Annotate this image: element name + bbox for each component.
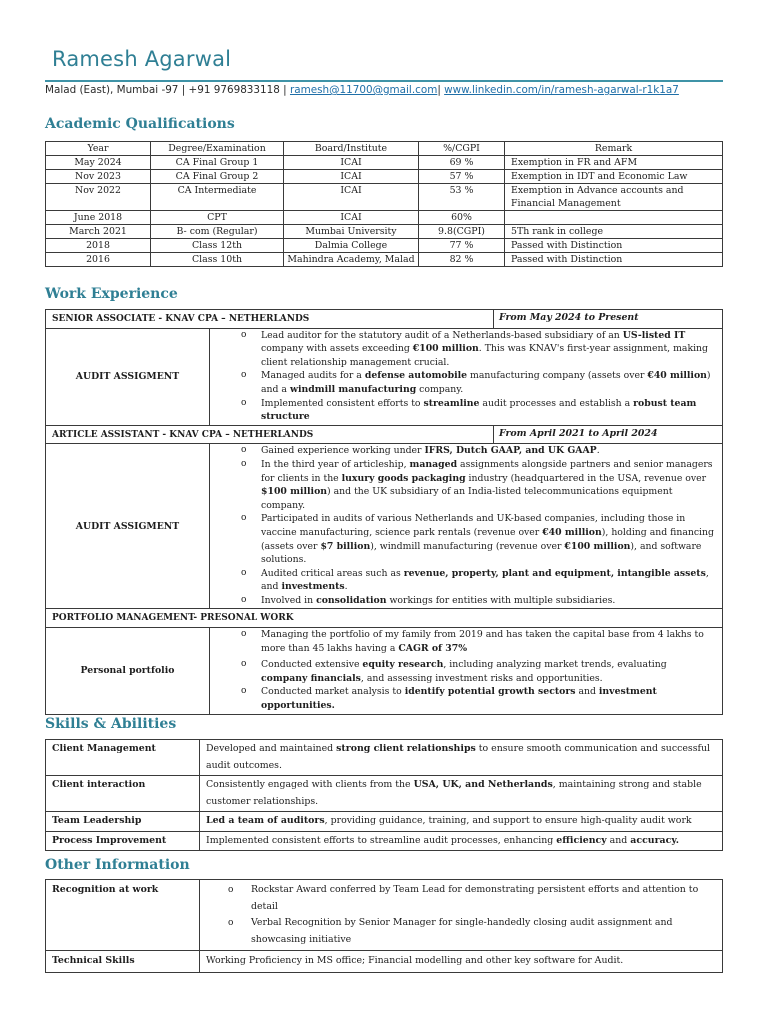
work-table bbox=[45, 309, 723, 715]
job-role: AUDIT ASSIGMENT bbox=[46, 328, 210, 425]
cell-degree: Class 12th bbox=[151, 239, 284, 253]
list-item bbox=[210, 628, 716, 655]
job-role: AUDIT ASSIGMENT bbox=[46, 444, 210, 609]
job-body-row bbox=[46, 444, 723, 609]
cell-board: Dalmia College bbox=[284, 239, 419, 253]
list-item bbox=[210, 567, 716, 594]
text-bold: Led a team of auditors bbox=[206, 815, 325, 826]
table-row bbox=[46, 239, 723, 253]
text: ) and a bbox=[261, 370, 711, 395]
text-bold: investment opportunities. bbox=[261, 686, 657, 712]
text-bold: €100 million bbox=[412, 343, 479, 355]
text: assignments alongside partners and senior managers for clients in the bbox=[261, 458, 713, 484]
list-item bbox=[210, 444, 716, 458]
text: . bbox=[596, 445, 600, 457]
table-row bbox=[46, 253, 723, 267]
job-dates: From May 2024 to Present bbox=[494, 310, 723, 329]
table-row bbox=[46, 170, 723, 184]
skill-name: Client Management bbox=[46, 740, 200, 776]
cell-degree: CPT bbox=[151, 211, 284, 225]
cell-year: 2018 bbox=[46, 239, 151, 253]
skill-description bbox=[200, 812, 723, 832]
skills-table bbox=[45, 739, 723, 851]
text-bold: company financials bbox=[261, 672, 361, 684]
job-title: SENIOR ASSOCIATE - KNAV CPA – NETHERLANDS bbox=[46, 310, 494, 329]
academic-table bbox=[45, 141, 723, 267]
text: company with assets exceeding bbox=[261, 343, 413, 355]
table-row bbox=[46, 740, 723, 776]
text: Conducted extensive bbox=[261, 659, 363, 671]
text: , maintaining strong and stable customer relationships. bbox=[206, 779, 702, 807]
text: ) and the UK subsidiary of an India-listed telecommunications equipment company. bbox=[261, 486, 673, 511]
other-info-table bbox=[45, 879, 723, 973]
skill-name: Client interaction bbox=[46, 776, 200, 812]
list-item bbox=[210, 458, 716, 512]
text: Managed audits for a bbox=[261, 370, 365, 382]
work-section-title: Work Experience bbox=[45, 286, 178, 302]
job-body-row bbox=[46, 328, 723, 425]
table-row bbox=[46, 211, 723, 225]
list-item: o Rockstar Award conferred by Team Lead for demonstrating persistent efforts and attention to detail bbox=[200, 882, 714, 915]
list-item bbox=[210, 397, 716, 424]
text: . This was KNAV's first-year assignment, making client relationship management crucial. bbox=[261, 343, 708, 368]
text: In the third year of articleship, bbox=[261, 458, 410, 470]
text-bold: accuracy. bbox=[630, 834, 679, 846]
cell-remark: Passed with Distinction bbox=[505, 239, 723, 253]
text-bold: $7 billion bbox=[320, 540, 371, 552]
text: to ensure smooth communication and successful audit outcomes. bbox=[206, 743, 711, 771]
text: and bbox=[575, 686, 599, 698]
text: ), holding and financing (assets over bbox=[261, 526, 714, 552]
text-bold: US-listed IT bbox=[622, 329, 686, 341]
recognition-label: Recognition at work bbox=[46, 880, 200, 951]
text: workings for entities with multiple subsidiaries. bbox=[386, 594, 616, 606]
email-link[interactable]: ramesh@11700@gmail.com bbox=[289, 84, 438, 96]
cell-degree: B- com (Regular) bbox=[151, 225, 284, 239]
cell-score: 57 % bbox=[419, 170, 505, 184]
table-row bbox=[46, 184, 723, 211]
text-bold: €40 million bbox=[647, 370, 707, 382]
cell-score: 77 % bbox=[419, 239, 505, 253]
text-bold: $100 million bbox=[261, 486, 328, 498]
skill-description bbox=[200, 831, 723, 851]
text: , including analyzing market trends, evaluating bbox=[443, 659, 667, 671]
text-bold: consolidation bbox=[316, 594, 387, 606]
text-bold: robust team structure bbox=[261, 397, 697, 423]
job-bullets bbox=[210, 444, 723, 609]
text-bold: managed bbox=[409, 458, 458, 470]
text: , and assessing investment risks and opportunities. bbox=[360, 672, 603, 684]
header-rule bbox=[45, 80, 723, 82]
text: Conducted market analysis to bbox=[261, 686, 405, 698]
list-item bbox=[210, 369, 716, 396]
cell-degree: CA Final Group 1 bbox=[151, 156, 284, 170]
col-remark: Remark bbox=[505, 142, 723, 156]
table-row bbox=[46, 951, 723, 973]
text: and bbox=[606, 834, 631, 846]
cell-board: Mumbai University bbox=[284, 225, 419, 239]
contact-separator: | bbox=[437, 84, 445, 96]
text-bold: luxury goods packaging bbox=[341, 472, 466, 484]
skill-name: Team Leadership bbox=[46, 812, 200, 832]
col-degree: Degree/Examination bbox=[151, 142, 284, 156]
list-item bbox=[210, 512, 716, 566]
contact-address-phone: Malad (East), Mumbai -97 | +91 9769833118 | bbox=[45, 84, 290, 96]
text: audit processes and establish a bbox=[479, 397, 634, 409]
job-role: Personal portfolio bbox=[46, 628, 210, 715]
text: Developed and maintained bbox=[206, 743, 337, 754]
text: ), and software solutions. bbox=[261, 540, 702, 566]
skill-description bbox=[200, 740, 723, 776]
text: Lead auditor for the statutory audit of a Netherlands-based subsidiary of an bbox=[261, 329, 623, 341]
cell-score: 60% bbox=[419, 211, 505, 225]
cell-year: March 2021 bbox=[46, 225, 151, 239]
text-bold: identify potential growth sectors bbox=[404, 686, 576, 698]
academic-section-title: Academic Qualifications bbox=[45, 116, 235, 132]
cell-score: 9.8(CGPI) bbox=[419, 225, 505, 239]
cell-remark: Exemption in FR and AFM bbox=[505, 156, 723, 170]
cell-score: 82 % bbox=[419, 253, 505, 267]
text: Implemented consistent efforts to bbox=[261, 397, 424, 409]
text: Gained experience working under bbox=[261, 445, 425, 457]
text: Involved in bbox=[261, 594, 317, 606]
text: , providing guidance, training, and support to ensure high-quality audit work bbox=[324, 815, 692, 826]
col-board: Board/Institute bbox=[284, 142, 419, 156]
text: Implemented consistent efforts to streamline audit processes, enhancing bbox=[206, 834, 557, 846]
cell-remark: 5Th rank in college bbox=[505, 225, 723, 239]
table-row bbox=[46, 156, 723, 170]
text: Participated in audits of various Netherlands and UK-based companies, including those in vaccine manufacturing, science park rentals (revenue over bbox=[261, 513, 686, 538]
text: , and bbox=[261, 567, 709, 593]
skill-name: Process Improvement bbox=[46, 831, 200, 851]
text-bold: €40 million bbox=[542, 526, 602, 538]
cell-remark: Exemption in IDT and Economic Law bbox=[505, 170, 723, 184]
skill-description bbox=[200, 776, 723, 812]
cell-degree: CA Intermediate bbox=[151, 184, 284, 211]
list-item: o Verbal Recognition by Senior Manager for single-handedly closing audit assignment and showcasing initiative bbox=[200, 915, 714, 948]
text-bold: strong client relationships bbox=[336, 743, 476, 754]
cell-score: 53 % bbox=[419, 184, 505, 211]
text-bold: USA, UK, and Netherlands bbox=[413, 779, 553, 790]
list-item bbox=[210, 329, 716, 370]
text: ), windmill manufacturing (revenue over bbox=[370, 540, 565, 552]
list-item bbox=[210, 658, 716, 685]
text-bold: investments bbox=[281, 581, 345, 593]
table-row bbox=[46, 880, 723, 951]
job-dates: From April 2021 to April 2024 bbox=[494, 425, 723, 444]
cell-remark bbox=[505, 211, 723, 225]
text-bold: windmill manufacturing bbox=[289, 383, 417, 395]
col-score: %/CGPI bbox=[419, 142, 505, 156]
job-bullets bbox=[210, 628, 723, 715]
other-section-title: Other Information bbox=[45, 857, 190, 873]
cell-remark: Exemption in Advance accounts and Financial Management bbox=[505, 184, 723, 211]
text-bold: CAGR of 37% bbox=[398, 642, 468, 654]
cell-year: May 2024 bbox=[46, 156, 151, 170]
cell-board: ICAI bbox=[284, 211, 419, 225]
job-title: PORTFOLIO MANAGEMENT- PRESONAL WORK bbox=[46, 609, 723, 628]
technical-skills-value: Working Proficiency in MS office; Financial modelling and other key software for Audit. bbox=[200, 951, 723, 973]
skills-section-title: Skills & Abilities bbox=[45, 716, 177, 732]
job-bullets bbox=[210, 328, 723, 425]
text-bold: streamline bbox=[423, 397, 480, 409]
table-row bbox=[46, 776, 723, 812]
table-row bbox=[46, 831, 723, 851]
cell-year: 2016 bbox=[46, 253, 151, 267]
text-bold: efficiency bbox=[556, 834, 607, 846]
cell-year: June 2018 bbox=[46, 211, 151, 225]
candidate-name: Ramesh Agarwal bbox=[52, 47, 232, 71]
cell-remark: Passed with Distinction bbox=[505, 253, 723, 267]
cell-year: Nov 2023 bbox=[46, 170, 151, 184]
cell-year: Nov 2022 bbox=[46, 184, 151, 211]
text: Audited critical areas such as bbox=[261, 567, 404, 579]
contact-line bbox=[45, 84, 679, 96]
cell-board: ICAI bbox=[284, 170, 419, 184]
job-header-row bbox=[46, 310, 723, 329]
table-row bbox=[46, 225, 723, 239]
cell-board: ICAI bbox=[284, 156, 419, 170]
text-bold: defense automobile bbox=[364, 370, 468, 382]
table-row bbox=[46, 812, 723, 832]
cell-score: 69 % bbox=[419, 156, 505, 170]
text-bold: revenue, property, plant and equipment, intangible assets bbox=[403, 567, 706, 579]
list-item bbox=[210, 685, 716, 712]
text-bold: €100 million bbox=[564, 540, 631, 552]
job-header-row bbox=[46, 609, 723, 628]
text: Consistently engaged with clients from the bbox=[206, 779, 414, 790]
text: company. bbox=[416, 383, 464, 395]
cell-board: ICAI bbox=[284, 184, 419, 211]
text-bold: equity research bbox=[362, 659, 444, 671]
technical-skills-label: Technical Skills bbox=[46, 951, 200, 973]
cell-board: Mahindra Academy, Malad bbox=[284, 253, 419, 267]
text-bold: IFRS, Dutch GAAP, and UK GAAP bbox=[424, 445, 597, 457]
job-body-row bbox=[46, 628, 723, 715]
text: Managing the portfolio of my family from 2019 and has taken the capital base from 4 lakhs to more than 45 lakhs having a bbox=[261, 629, 704, 654]
job-title: ARTICLE ASSISTANT - KNAV CPA – NETHERLANDS bbox=[46, 425, 494, 444]
text: . bbox=[344, 581, 348, 593]
job-header-row bbox=[46, 425, 723, 444]
recognition-list bbox=[200, 880, 723, 951]
academic-header-row bbox=[46, 142, 723, 156]
col-year: Year bbox=[46, 142, 151, 156]
list-item bbox=[210, 594, 716, 608]
linkedin-link[interactable]: www.linkedin.com/in/ramesh-agarwal-r1k1a7 bbox=[444, 84, 679, 96]
text: manufacturing company (assets over bbox=[467, 370, 648, 382]
cell-degree: Class 10th bbox=[151, 253, 284, 267]
cell-degree: CA Final Group 2 bbox=[151, 170, 284, 184]
text: industry (headquartered in the USA, revenue over bbox=[465, 472, 707, 484]
